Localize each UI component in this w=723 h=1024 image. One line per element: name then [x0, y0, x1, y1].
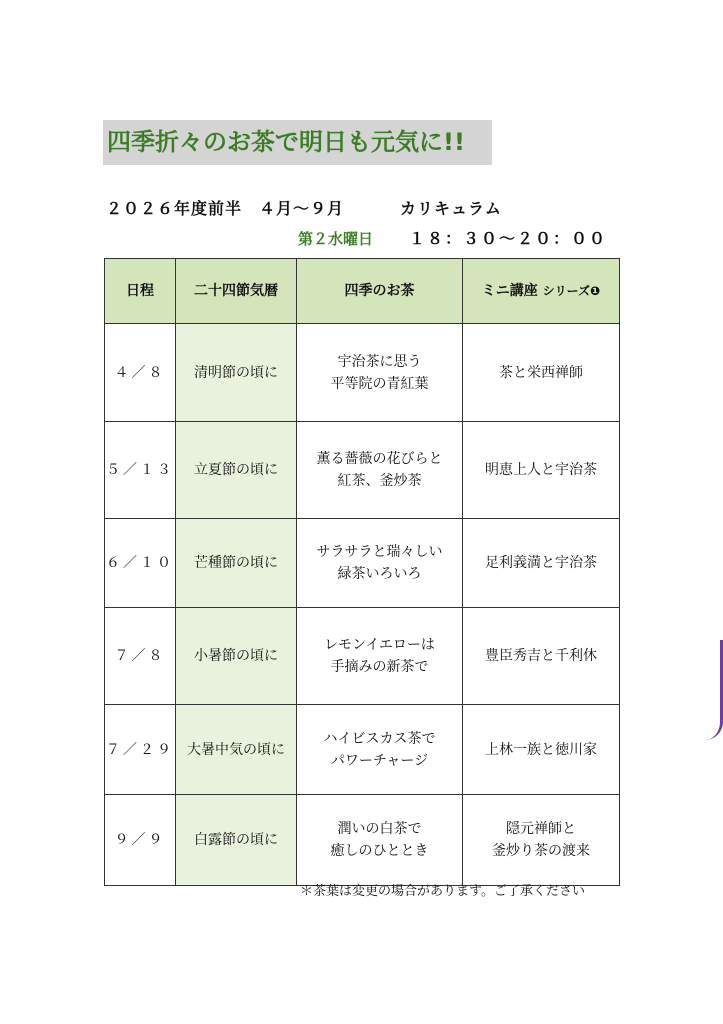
row-date: ７／８ — [105, 608, 176, 705]
row-date: ９／９ — [105, 795, 176, 886]
row-lecture-line: 茶と栄西禅師 — [499, 364, 583, 381]
row-solar-term: 白露節の頃に — [176, 795, 297, 886]
row-lecture — [463, 324, 620, 422]
page-title: 四季折々のお茶で明日も元気に!! — [103, 120, 492, 165]
row-lecture-line: 明恵上人と宇治茶 — [485, 462, 597, 478]
row-lecture-line: 隠元禅師と — [506, 821, 576, 837]
header-lecture-series: シリーズ❶ — [542, 284, 601, 298]
row-tea-line: パワーチャージ — [330, 752, 429, 769]
curriculum-period: ２０２６年度前半 ４月〜９月 — [106, 199, 345, 218]
row-lecture-line: 豊臣秀吉と千利休 — [485, 648, 597, 664]
table-header-row — [105, 259, 620, 324]
row-date: ６／１０ — [105, 519, 176, 608]
row-solar-term: 大暑中気の頃に — [176, 705, 297, 795]
table-row — [105, 608, 620, 705]
row-tea — [297, 519, 463, 608]
row-tea-line: 癒しのひととき — [330, 843, 429, 859]
row-tea-line: 紅茶、釜炒茶 — [337, 473, 422, 489]
row-tea — [297, 705, 463, 795]
row-solar-term: 清明節の頃に — [176, 324, 297, 422]
curriculum-label: カリキュラム — [400, 199, 502, 218]
row-solar-term: 立夏節の頃に — [176, 422, 297, 519]
row-tea — [297, 608, 463, 705]
table-row — [105, 324, 620, 422]
row-tea-line: レモンイエローは — [324, 637, 435, 653]
row-solar-term: 芒種節の頃に — [176, 519, 297, 608]
row-tea — [297, 422, 463, 519]
row-tea-line: 薫る薔薇の花びらと — [316, 451, 443, 467]
row-date: ５／１３ — [105, 422, 176, 519]
header-solar-term: 二十四節気暦 — [176, 259, 297, 324]
row-lecture — [463, 608, 620, 705]
header-lecture-label: ミニ講座 — [481, 283, 538, 299]
header-tea: 四季のお茶 — [297, 259, 463, 324]
header-date: 日程 — [105, 259, 176, 324]
row-tea-line: 手摘みの新茶で — [330, 659, 429, 675]
row-lecture — [463, 519, 620, 608]
table-row — [105, 705, 620, 795]
table-row — [105, 422, 620, 519]
row-tea — [297, 324, 463, 422]
schedule-time: １８：３０〜２０：００ — [409, 229, 608, 248]
schedule-info — [298, 226, 607, 249]
row-tea — [297, 795, 463, 886]
schedule-day: 第２水曜日 — [298, 230, 374, 248]
row-date: ４／８ — [105, 324, 176, 422]
row-tea-line: 潤いの白茶で — [337, 821, 422, 837]
row-lecture — [463, 705, 620, 795]
row-tea-line: サラサラと瑞々しい — [316, 544, 443, 560]
row-tea-line: 緑茶いろいろ — [337, 566, 422, 582]
curriculum-heading — [106, 196, 502, 219]
row-lecture-line: 釜炒り茶の渡来 — [492, 843, 590, 859]
row-date: ７／２９ — [105, 705, 176, 795]
header-lecture — [463, 259, 620, 324]
table-row — [105, 795, 620, 886]
decorative-corner-stroke — [705, 640, 723, 740]
row-lecture — [463, 422, 620, 519]
footnote: ＊茶葉は変更の場合があります。ご了承ください — [300, 884, 585, 899]
curriculum-table — [104, 258, 620, 886]
row-solar-term: 小暑節の頃に — [176, 608, 297, 705]
row-tea-line: 平等院の青紅葉 — [330, 375, 429, 392]
table-row — [105, 519, 620, 608]
row-tea-line: ハイビスカス茶で — [323, 730, 436, 747]
row-tea-line: 宇治茶に思う — [337, 353, 422, 370]
row-lecture — [463, 795, 620, 886]
row-lecture-line: 上林一族と徳川家 — [485, 741, 597, 758]
row-lecture-line: 足利義満と宇治茶 — [485, 555, 597, 571]
